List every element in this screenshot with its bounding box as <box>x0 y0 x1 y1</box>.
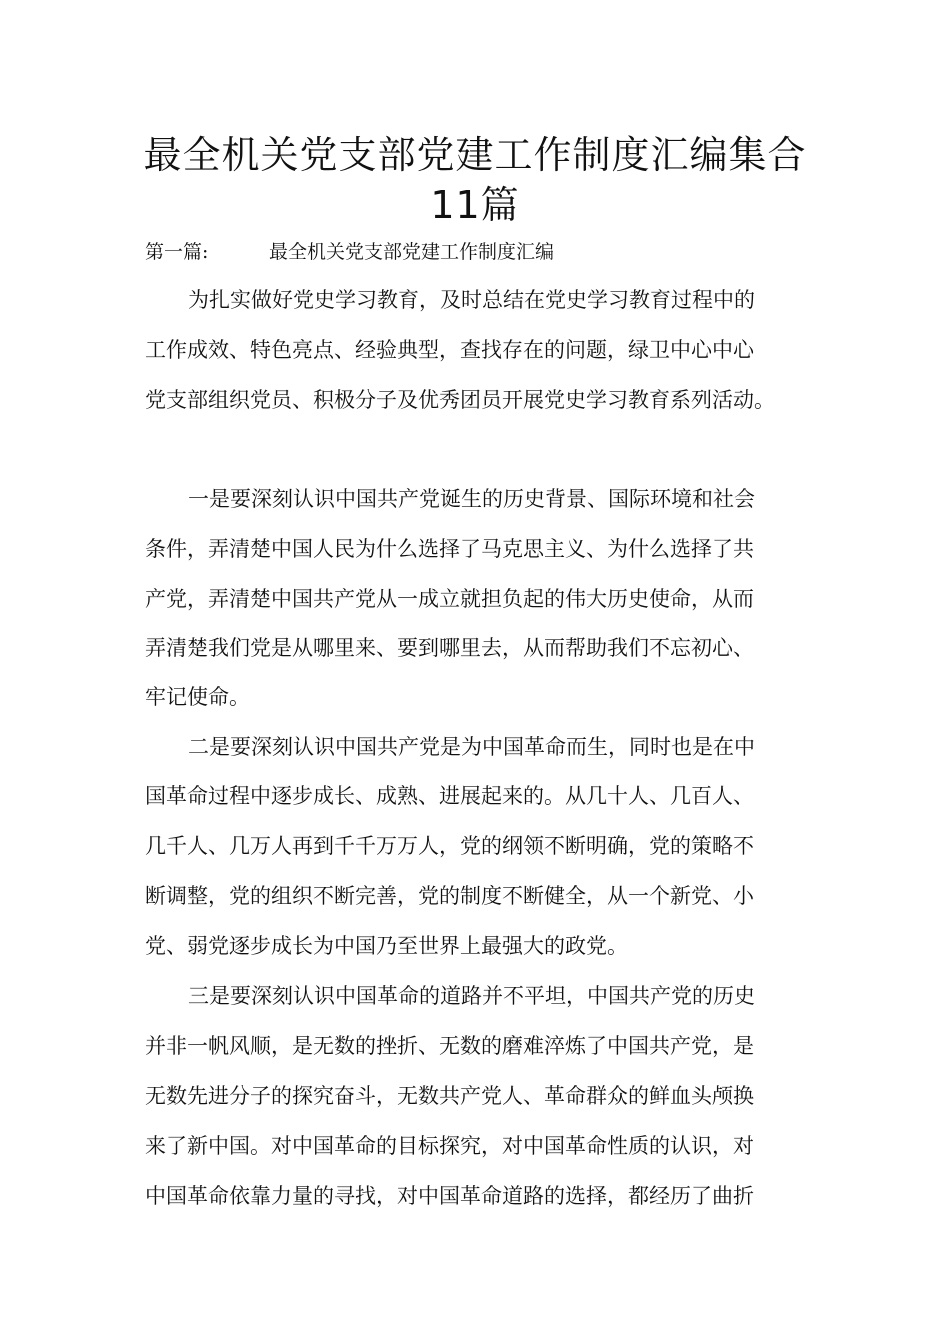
document-title-line-2: 11篇 <box>430 183 520 227</box>
body-line: 无数先进分子的探究奋斗，无数共产党人、革命群众的鲜血头颅换 <box>145 1084 754 1108</box>
body-line: 党、弱党逐步成长为中国乃至世界上最强大的政党。 <box>145 934 628 958</box>
body-line: 一是要深刻认识中国共产党诞生的历史背景、国际环境和社会 <box>188 487 755 511</box>
section-title: 最全机关党支部党建工作制度汇编 <box>269 241 555 263</box>
body-line: 国革命过程中逐步成长、成熟、进展起来的。从几十人、几百人、 <box>145 784 754 808</box>
body-line: 二是要深刻认识中国共产党是为中国革命而生，同时也是在中 <box>188 735 755 759</box>
body-line: 三是要深刻认识中国革命的道路并不平坦，中国共产党的历史 <box>188 984 755 1008</box>
section-label: 第一篇: <box>145 241 209 263</box>
body-line: 来了新中国。对中国革命的目标探究，对中国革命性质的认识，对 <box>145 1134 754 1158</box>
section-heading <box>145 236 554 268</box>
body-line: 中国革命依靠力量的寻找，对中国革命道路的选择，都经历了曲折 <box>145 1184 754 1208</box>
body-line: 断调整，党的组织不断完善，党的制度不断健全，从一个新党、小 <box>145 884 754 908</box>
body-line: 产党，弄清楚中国共产党从一成立就担负起的伟大历史使命，从而 <box>145 587 754 611</box>
body-line: 并非一帆风顺，是无数的挫折、无数的磨难淬炼了中国共产党，是 <box>145 1034 754 1058</box>
body-line: 弄清楚我们党是从哪里来、要到哪里去，从而帮助我们不忘初心、 <box>145 636 754 660</box>
body-line: 条件，弄清楚中国人民为什么选择了马克思主义、为什么选择了共 <box>145 537 754 561</box>
body-line: 为扎实做好党史学习教育，及时总结在党史学习教育过程中的 <box>188 288 755 312</box>
body-line: 工作成效、特色亮点、经验典型，查找存在的问题，绿卫中心中心 <box>145 338 754 362</box>
document-title-line-1: 最全机关党支部党建工作制度汇编集合 <box>143 133 807 177</box>
body-line: 几千人、几万人再到千千万万人，党的纲领不断明确，党的策略不 <box>145 834 754 858</box>
body-line: 党支部组织党员、积极分子及优秀团员开展党史学习教育系列活动。 <box>145 388 775 412</box>
body-line: 牢记使命。 <box>145 685 250 709</box>
